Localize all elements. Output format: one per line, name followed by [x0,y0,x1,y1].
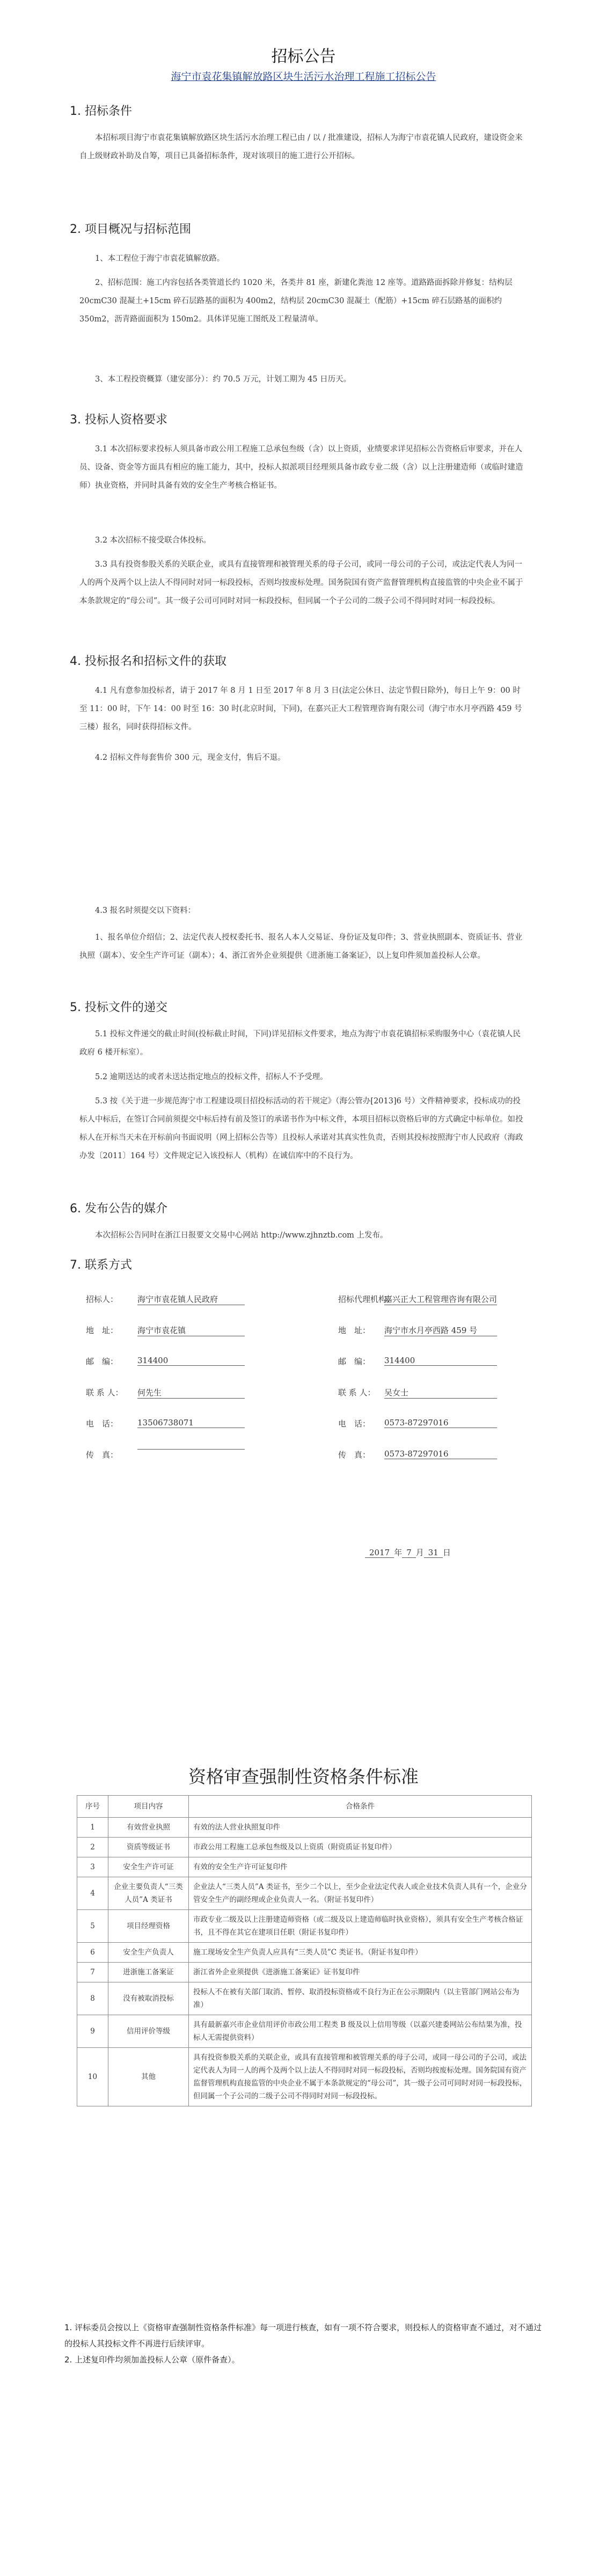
section-4-heading: 4. 投标报名和招标文件的获取 [70,655,226,668]
qualification-table-title: 资格审查强制性资格条件标准 [188,1766,419,1787]
contact-row [86,1387,558,1418]
table-row: 4 企业主要负责人“三类人员”A 类证书 企业法人“三类人员”A 类证书，至少二个以上，至少企业法定代表人或企业技术负责人具有一个，企业分管安全生产的副经理或企业负责人一名。（附证书复印件） [77,1877,532,1910]
contact-label: 邮 编： [86,1357,119,1366]
section-2-p3: 3、本工程投资概算（建安部分）：约 70.5 万元，计划工期为 45 日历天。 [95,375,352,384]
contact-label: 传 真： [86,1450,119,1460]
section-4-p3: 4.3 报名时须提交以下资料： [95,906,196,915]
section-6-p1: 本次招标公告同时在浙江日报要文交易中心网站 http://www.zjhnztb.com 上发布。 [95,1231,388,1240]
table-header: 项目内容 [108,1796,189,1818]
contact-row [86,1324,558,1356]
section-5-p3: 5.3 按《关于进一步规范海宁市工程建设项目招投标活动的若干规定》（海公管办[2013]6 号）文件精神要求，投标成功的投标人中标后，在签订合同前须提交中标后持有前及签订的承诺书作为中标文件，本项目招标以资格后审的方式确定中标单位。如投标人在开标当天未在开标前向书面说明（网上招标公告等）且投标人承诺对其真实性负责，否则其投标按照海宁市人民政府（海政办发〔2011〕164 号）文件规定记入该投标人（机构）在诚信库中的不良行为。 [79,1097,523,1160]
contact-value: 314400 [384,1356,497,1366]
table-header-row [77,1796,532,1818]
table-notes [64,2319,547,2368]
section-3-p3: 3.3 具有投资参股关系的关联企业，或具有直接管理和被管理关系的母子公司，或同一母公司的子公司，或法定代表人为同一人的两个及两个以上法人不得同时对同一标段投标，否则均按废标处理。国务院国有资产监督管理机构直接监管的中央企业不属于本条款规定的“母公司”。其一级子公司可同时对同一标段投标，但同属一个子公司的二级子公司不得同时对同一标段投标。 [79,560,523,605]
section-7-heading: 7. 联系方式 [70,1258,132,1272]
table-header: 序号 [77,1796,108,1818]
contact-label: 联 系 人： [86,1388,123,1397]
contact-value: 嘉兴正大工程管理咨询有限公司 [384,1294,498,1304]
section-4-p2: 4.2 招标文件每套售价 300 元，现金支付，售后不退。 [95,753,286,762]
section-1-heading: 1. 招标条件 [70,105,132,118]
table-row: 10 其他 具有投资参股关系的关联企业，或具有直接管理和被管理关系的母子公司，或同一母公司的子公司，或法定代表人为同一人的两个及两个以上法人不得同时对同一标段投标，否则均按废标处理。国务院国有资产监督管理机构直接监管的中央企业不属于本条款规定的“母公司”，其一级子公司可同时对同一标段投标，但同属一个子公司的二级子公司不得同时对同一标段投标。 [77,2048,532,2106]
contact-value: 314400 [137,1356,245,1366]
table-row: 8 没有被取消投标 投标人不在被有关部门取消、暂停、取消投标资格或不良行为正在公示期限内（以主管部门网站公布为准） [77,1982,532,2015]
contact-value: 0573-87297016 [384,1418,497,1428]
contact-value: 吴女士 [384,1387,497,1399]
table-row: 3 安全生产许可证 有效的安全生产许可证复印件 [77,1857,532,1877]
contact-value: 海宁市水月亭西路 459 号 [384,1324,497,1336]
table-row: 2 资质等级证书 市政公用工程施工总承包叁级及以上资质（附资质证书复印件） [77,1838,532,1857]
qualification-table [77,1795,532,2106]
announcement-date: 2017 年 7 月 31 日 [365,1547,451,1558]
contact-label: 地 址： [338,1326,371,1335]
contact-label: 电 话： [338,1419,371,1429]
section-5-heading: 5. 投标文件的递交 [70,1001,167,1014]
section-2-p2: 2、招标范围：施工内容包括各类管道长约 1020 米，各类井 81 座，新建化粪池 12 座等。道路路面拆除并修复：结构层 20cmC30 混凝土+15cm 碎石层路基的面积为 400m2，结构层 20cmC30 混凝土（配筋）+15cm 碎石层路基的面积约 350m2，沥青路面面积为 150m2。具体详见施工图纸及工程量清单。 [79,279,513,324]
contact-label: 电 话： [86,1419,119,1429]
section-6-heading: 6. 发布公告的媒介 [70,1202,167,1216]
contact-value: 海宁市袁花镇 [137,1324,245,1336]
contact-row [86,1449,558,1480]
contact-value: 13506738071 [137,1418,245,1428]
contact-label: 招标人： [86,1294,119,1304]
contact-value: 海宁市袁花镇人民政府 [137,1293,245,1305]
section-3-heading: 3. 投标人资格要求 [70,413,167,427]
section-3-p2: 3.2 本次招标不接受联合体投标。 [95,536,211,545]
section-1-body: 本招标项目海宁市袁花集镇解放路区块生活污水治理工程已由 / 以 / 批准建设，招标人为海宁市袁花镇人民政府，建设资金来自上级财政补助及自筹，项目已具备招标条件，现对该项目的施工进行公开招标。 [79,134,523,160]
section-2-heading: 2. 项目概况与招标范围 [70,223,191,236]
section-2-p1: 1、本工程位于海宁市袁花镇解放路。 [95,254,225,263]
contact-label: 传 真： [338,1450,371,1460]
section-5-p1: 5.1 投标文件递交的截止时间(投标截止时间，下同)详见招标文件要求，地点为海宁市袁花镇招标采购服务中心（袁花镇人民政府 6 楼开标室）。 [79,1030,521,1057]
section-4-p1: 4.1 凡有意参加投标者，请于 2017 年 8 月 1 日至 2017 年 8 月 3 日(法定公休日、法定节假日除外)，每日上午 9：00 时至 11：00 时，下午 14：00 时至 16：30 时(北京时间，下同)，在嘉兴正大工程管理咨询有限公司（海宁市水月亭西路 459 号三楼）报名，同时获得招标文件。 [79,686,522,731]
contact-block [86,1293,558,1480]
contact-label: 联 系 人： [338,1388,376,1397]
section-5-p2: 5.2 逾期送达的或者未送达指定地点的投标文件，招标人不予受理。 [95,1073,328,1081]
contact-value: 何先生 [137,1387,245,1399]
table-row: 6 安全生产负责人 施工现场安全生产负责人应具有“三类人员”C 类证书。（附证书复印件） [77,1943,532,1963]
note-2: 2. 上述复印件均须加盖投标人公章（原件备查）。 [64,2355,240,2365]
contact-row [86,1293,558,1324]
table-row: 9 信用评价等级 具有最新嘉兴市企业信用评价市政公用工程类 B 级及以上信用等级（以嘉兴建委网站公布结果为准，投标人无需提供资料） [77,2015,532,2048]
table-header: 合格条件 [189,1796,532,1818]
contact-label: 地 址： [86,1326,119,1335]
contact-value [137,1449,245,1450]
contact-value: 0573-87297016 [384,1449,497,1459]
contact-row [86,1418,558,1449]
note-1: 1. 评标委员会按以上《资格审查强制性资格条件标准》每一项进行核查，如有一项不符合要求，则投标人的资格审查不通过，对不通过的投标人其投标文件不再进行后续评审。 [64,2323,542,2348]
section-3-p1: 3.1 本次招标要求投标人须具备市政公用工程施工总承包叁级（含）以上资质，业绩要求详见招标公告资格后审要求，并在人员、设备、资金等方面具有相应的施工能力，其中，投标人拟派项目经理须具备市政专业二级（含）以上注册建造师（或临时建造师）执业资格，并同时具备有效的安全生产考核合格证书。 [79,445,523,490]
contact-row [86,1356,558,1387]
table-row: 1 有效营业执照 有效的法人营业执照复印件 [77,1818,532,1838]
contact-label: 邮 编： [338,1357,371,1366]
page-title: 招标公告 [271,47,336,66]
section-4-p4: 1、报名单位介绍信；2、法定代表人授权委托书、报名人本人交易证、身份证及复印件；3、营业执照副本、资质证书、营业执照（副本）、安全生产许可证（副本）；4、浙江省外企业须提供《进浙施工备案证》，以上复印件须加盖投标人公章。 [79,933,523,960]
table-row: 7 进浙施工备案证 浙江省外企业须提供《进浙施工备案证》证书复印件 [77,1963,532,1982]
table-row: 5 项目经理资格 市政专业二级及以上注册建造师资格（或二级及以上建造师临时执业资格），须具有安全生产考核合格证书，且不得在其它在建项目任职（附证书复印件） [77,1910,532,1943]
page-subtitle: 海宁市袁花集镇解放路区块生活污水治理工程施工招标公告 [171,71,436,83]
contact-label: 招标代理机构： [338,1294,395,1304]
